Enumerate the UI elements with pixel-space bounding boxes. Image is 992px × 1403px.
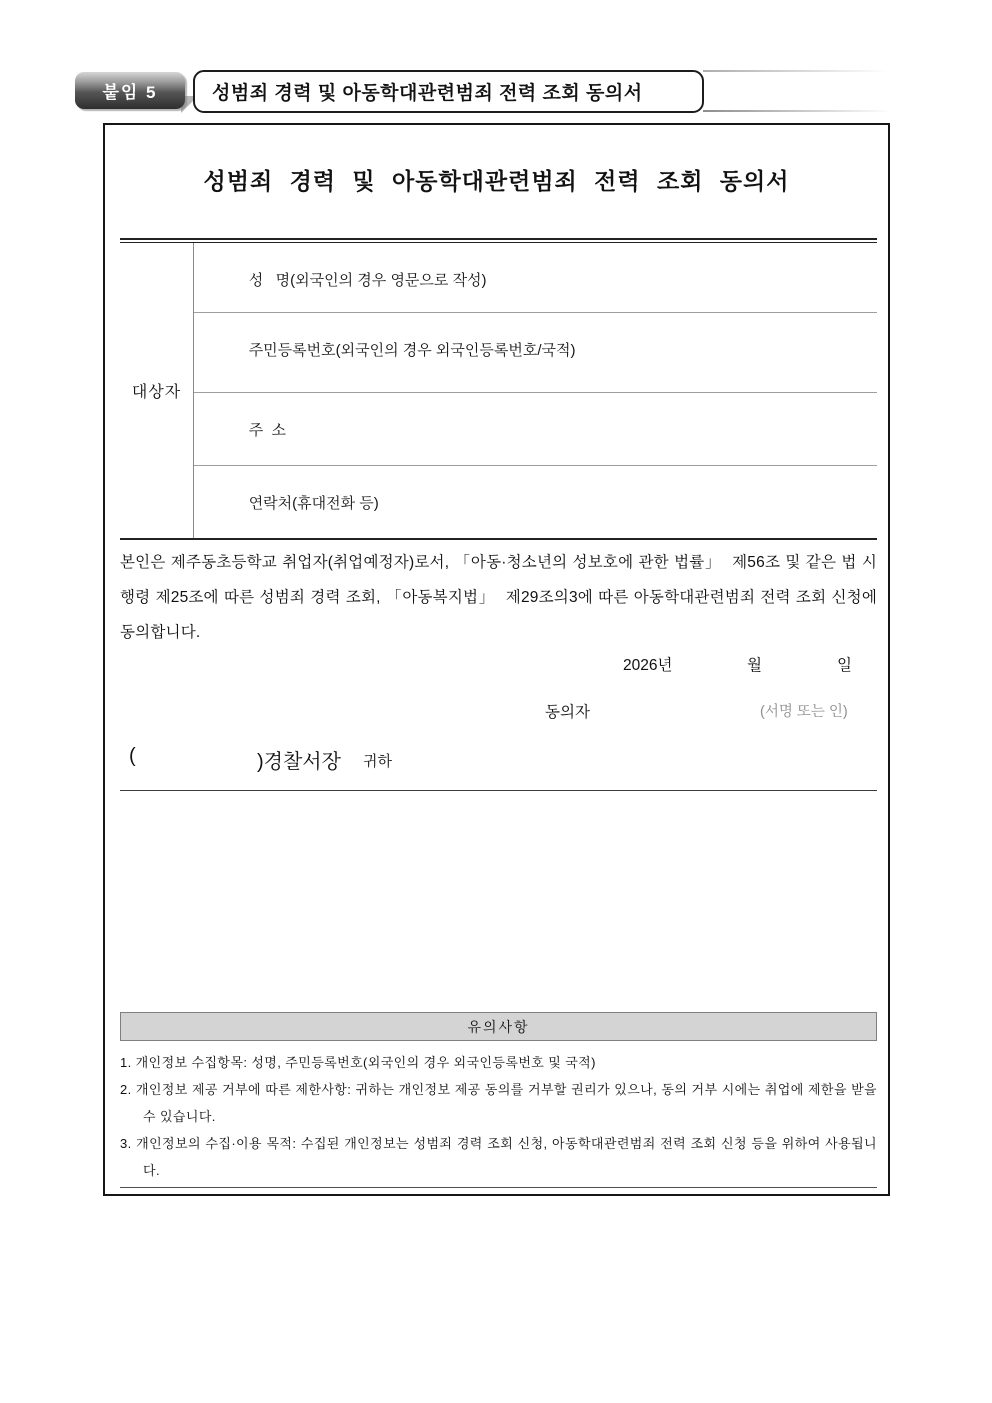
- attachment-badge: [75, 72, 185, 109]
- table-rowheader-subject: 대상자: [120, 243, 194, 538]
- signature-fill-line[interactable]: [105, 700, 888, 724]
- note-item-2: 2. 개인정보 제공 거부에 따른 제한사항: 귀하는 개인정보 제공 동의를 거부할 권리가 있으나, 동의 거부 시에는 취업에 제한을 받을 수 있습니다.: [120, 1082, 877, 1124]
- consent-paragraph: 본인은 제주동초등학교 취업자(취업예정자)로서, 「아동·청소년의 성보호에 관한 법률」 제56조 및 같은 법 시행령 제25조에 따른 성범죄 경력 조회, 「아동복지법」 제29조의3에 따른 아동학대관련범죄 전력 조회 신청에 동의합니다.: [120, 554, 882, 641]
- field-name[interactable]: [194, 243, 877, 313]
- notes-title: 유의사항: [467, 1018, 530, 1035]
- field-resident-number-label: 주민등록번호(외국인의 경우 외국인등록번호/국적): [248, 342, 576, 359]
- notes-list: [120, 1049, 877, 1184]
- date-month-label: 월: [747, 657, 762, 674]
- section-divider-rule: [120, 790, 877, 791]
- header-fade-line-bottom: [703, 110, 891, 112]
- date-year-label: 2026년: [623, 657, 673, 674]
- field-address-label: 주 소: [248, 422, 287, 439]
- notes-bottom-rule: [120, 1187, 877, 1188]
- note-item-3: 3. 개인정보의 수집·이용 목적: 수집된 개인정보는 성범죄 경력 조회 신청, 아동학대관련범죄 전력 조회 신청 등을 위하여 사용됩니다.: [120, 1136, 877, 1178]
- station-name-blank[interactable]: (: [129, 745, 136, 767]
- field-contact-label: 연락처(휴대전화 등): [248, 495, 379, 512]
- police-chief-label: )경찰서장: [257, 751, 341, 773]
- signer-label: 동의자: [545, 704, 590, 721]
- field-address[interactable]: [194, 393, 877, 466]
- notes-section: [120, 1012, 877, 1188]
- header-title-box: [193, 70, 704, 113]
- signature-hint: (서명 또는 인): [760, 704, 848, 720]
- field-contact[interactable]: [194, 466, 877, 538]
- date-day-label: 일: [837, 657, 852, 674]
- subject-info-table: [120, 238, 877, 540]
- form-title: 성범죄 경력 및 아동학대관련범죄 전력 조회 동의서: [203, 168, 790, 194]
- attachment-badge-label: 붙임 5: [102, 83, 158, 102]
- field-name-label: 성 명(외국인의 경우 영문으로 작성): [248, 272, 487, 289]
- notes-header-bar: [120, 1012, 877, 1041]
- date-fill-line[interactable]: [105, 653, 888, 677]
- header-title: 성범죄 경력 및 아동학대관련범죄 전력 조회 동의서: [212, 83, 643, 104]
- addressee-line: [105, 745, 888, 775]
- honorific-label: 귀하: [363, 753, 392, 770]
- header-fade-line-top: [703, 70, 889, 72]
- field-resident-number[interactable]: [194, 313, 877, 393]
- form-sheet: [103, 123, 890, 1196]
- note-item-1: 1. 개인정보 수집항목: 성명, 주민등록번호(외국인의 경우 외국인등록번호 및 국적): [120, 1055, 596, 1070]
